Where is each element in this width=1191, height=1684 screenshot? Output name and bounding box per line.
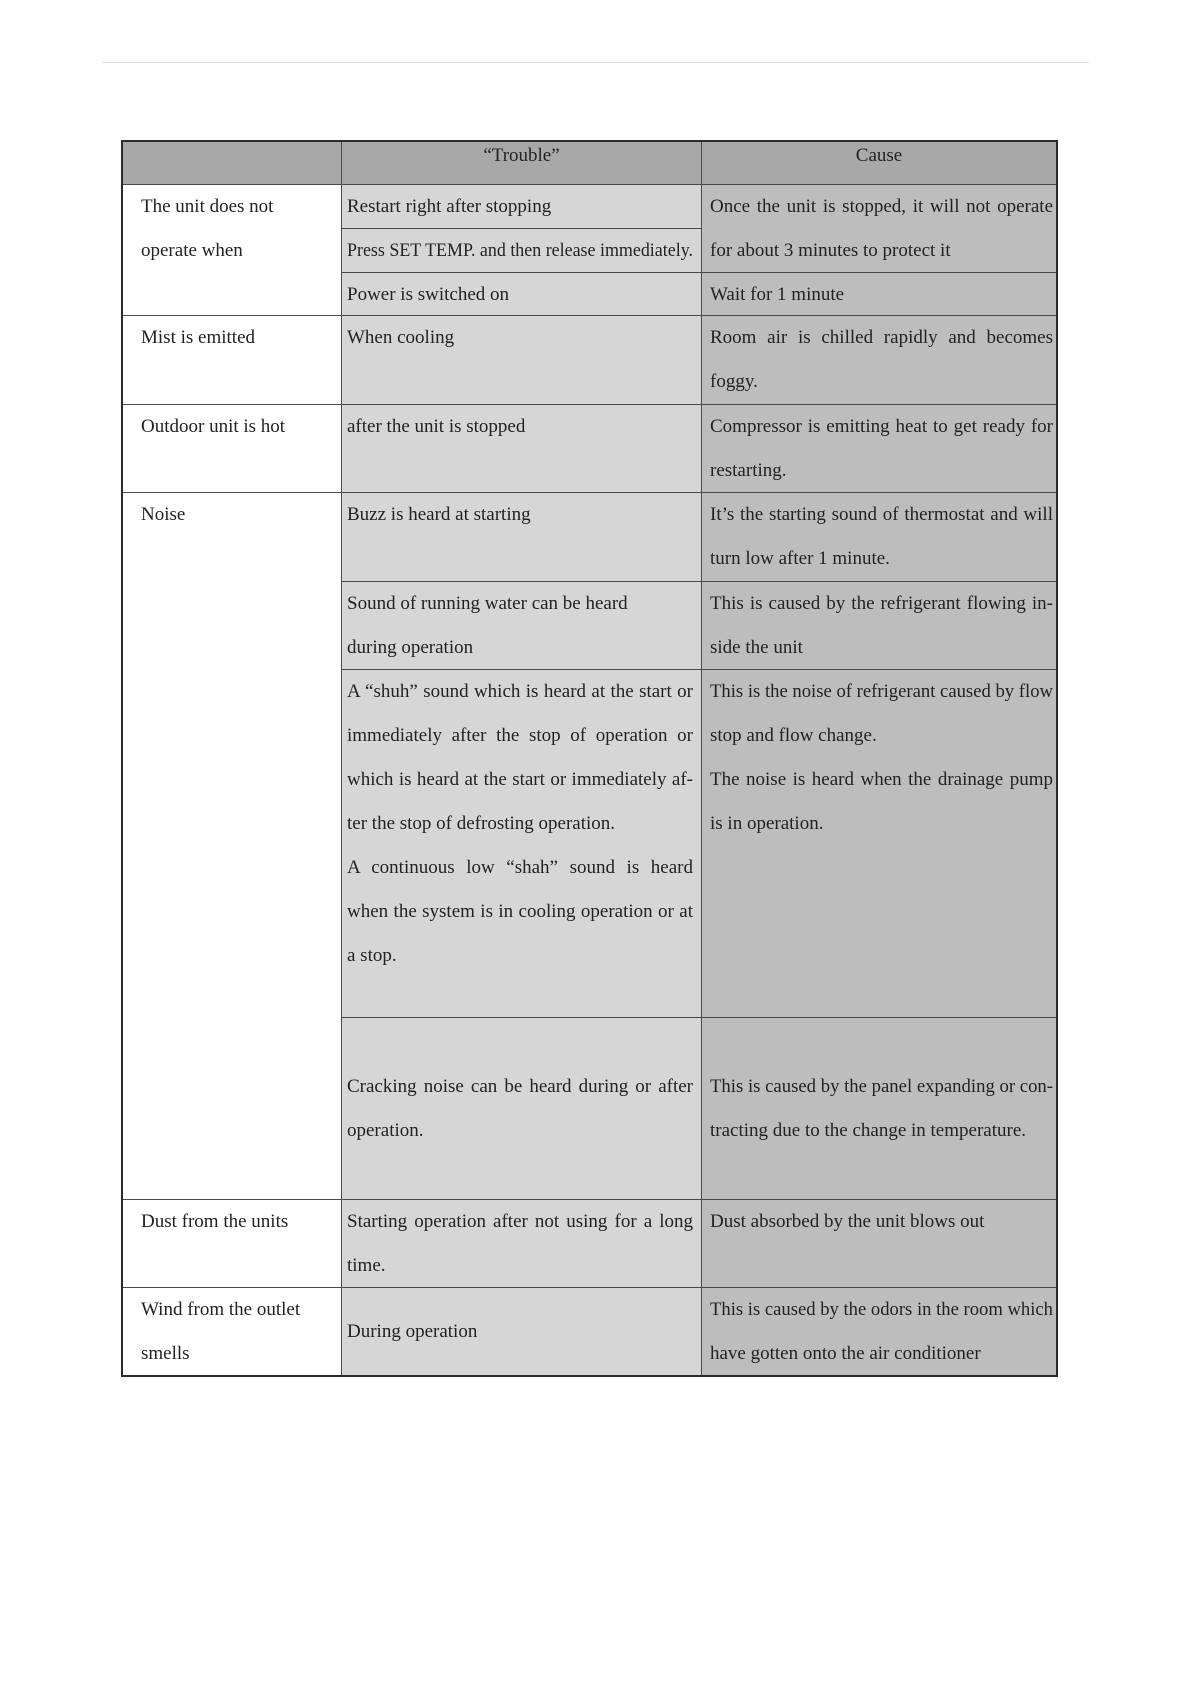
trouble-cell xyxy=(342,670,701,1017)
cause-cell xyxy=(702,273,1056,315)
trouble-cell xyxy=(342,316,701,404)
symptom-cell-wind-smells xyxy=(123,1288,341,1375)
symptom-cell-noise xyxy=(123,493,341,1199)
header-trouble-label: “Trouble” xyxy=(483,145,560,166)
trouble-line: operation. xyxy=(347,1119,424,1141)
cause-line: This is caused by the refrigerant flowing in- xyxy=(710,593,1053,614)
cause-cell xyxy=(702,405,1056,492)
cause-line: restarting. xyxy=(710,460,787,481)
trouble-line: Power is switched on xyxy=(347,284,510,305)
trouble-line: immediately after the stop of operation or xyxy=(347,725,693,746)
trouble-cell xyxy=(342,1200,701,1287)
symptom-line: smells xyxy=(141,1343,190,1364)
symptom-line: Mist is emitted xyxy=(141,327,255,348)
trouble-cell xyxy=(342,1288,701,1375)
cause-cell xyxy=(702,1018,1056,1199)
trouble-line: ter the stop of defrosting operation. xyxy=(347,813,616,834)
cause-line: Compressor is emitting heat to get ready for xyxy=(710,416,1053,437)
symptom-cell-unit-not-operating xyxy=(123,185,341,315)
symptom-line: Wind from the outlet xyxy=(141,1299,301,1320)
cause-line: The noise is heard when the drainage pump xyxy=(710,769,1053,790)
cause-line: Wait for 1 minute xyxy=(710,284,845,305)
trouble-line: a stop. xyxy=(347,945,397,966)
trouble-cell xyxy=(342,582,701,669)
cause-line: This is caused by the odors in the room which xyxy=(710,1299,1054,1320)
symptom-cell-mist xyxy=(123,316,341,404)
trouble-line: when the system is in cooling operation or at xyxy=(347,901,693,922)
troubleshooting-table xyxy=(121,140,1058,1377)
trouble-cell xyxy=(342,493,701,581)
header-trouble-cell xyxy=(342,142,701,184)
cause-line: is in operation. xyxy=(710,813,824,834)
trouble-line: Buzz is heard at starting xyxy=(347,504,531,525)
symptom-line: Dust from the units xyxy=(141,1211,289,1232)
trouble-cell xyxy=(342,405,701,492)
cause-line: This is caused by the panel expanding or con- xyxy=(710,1075,1054,1097)
trouble-cell xyxy=(342,229,701,272)
symptom-cell-outdoor-hot xyxy=(123,405,341,492)
trouble-line: Cracking noise can be heard during or after xyxy=(347,1075,693,1097)
cause-cell xyxy=(702,316,1056,404)
symptom-cell-dust xyxy=(123,1200,341,1287)
cause-cell xyxy=(702,493,1056,581)
cause-line: foggy. xyxy=(710,371,758,392)
trouble-line: Starting operation after not using for a long xyxy=(347,1211,693,1232)
trouble-line: During operation xyxy=(347,1320,478,1342)
symptom-line: The unit does not xyxy=(141,196,274,217)
trouble-line: Restart right after stopping xyxy=(347,196,552,217)
trouble-cell xyxy=(342,185,701,228)
cause-cell xyxy=(702,582,1056,669)
cause-cell xyxy=(702,185,1056,272)
cause-line: stop and flow change. xyxy=(710,725,877,746)
symptom-line: Outdoor unit is hot xyxy=(141,416,286,437)
cause-line: Room air is chilled rapidly and becomes xyxy=(710,327,1053,348)
trouble-line: A “shuh” sound which is heard at the start or xyxy=(347,681,693,702)
cause-line: Dust absorbed by the unit blows out xyxy=(710,1211,985,1232)
trouble-line: Sound of running water can be heard xyxy=(347,593,628,614)
header-cause-label: Cause xyxy=(855,145,903,166)
trouble-line: A continuous low “shah” sound is heard xyxy=(347,857,693,878)
trouble-line: which is heard at the start or immediately af- xyxy=(347,769,693,790)
trouble-line: during operation xyxy=(347,637,474,658)
cause-cell xyxy=(702,670,1056,1017)
trouble-line: Press SET TEMP. and then release immediately. xyxy=(347,240,693,261)
trouble-cell xyxy=(342,1018,701,1199)
cause-line: It’s the starting sound of thermostat and will xyxy=(710,504,1053,525)
cause-line: side the unit xyxy=(710,637,803,658)
cause-cell xyxy=(702,1288,1056,1375)
cause-line: This is the noise of refrigerant caused by flow xyxy=(710,681,1054,702)
cause-line: for about 3 minutes to protect it xyxy=(710,240,951,261)
cause-line: Once the unit is stopped, it will not operate xyxy=(710,196,1053,217)
header-blank-cell xyxy=(123,142,341,184)
trouble-line: after the unit is stopped xyxy=(347,416,526,437)
cause-cell xyxy=(702,1200,1056,1287)
trouble-line: When cooling xyxy=(347,327,455,348)
trouble-cell xyxy=(342,273,701,315)
symptom-line: operate when xyxy=(141,240,243,261)
cause-line: turn low after 1 minute. xyxy=(710,548,890,569)
cause-line: have gotten onto the air conditioner xyxy=(710,1343,981,1364)
trouble-line: time. xyxy=(347,1255,386,1276)
page-header-rule xyxy=(102,62,1089,63)
header-cause-cell xyxy=(702,142,1056,184)
symptom-line: Noise xyxy=(141,504,186,525)
cause-line: tracting due to the change in temperature. xyxy=(710,1119,1027,1141)
